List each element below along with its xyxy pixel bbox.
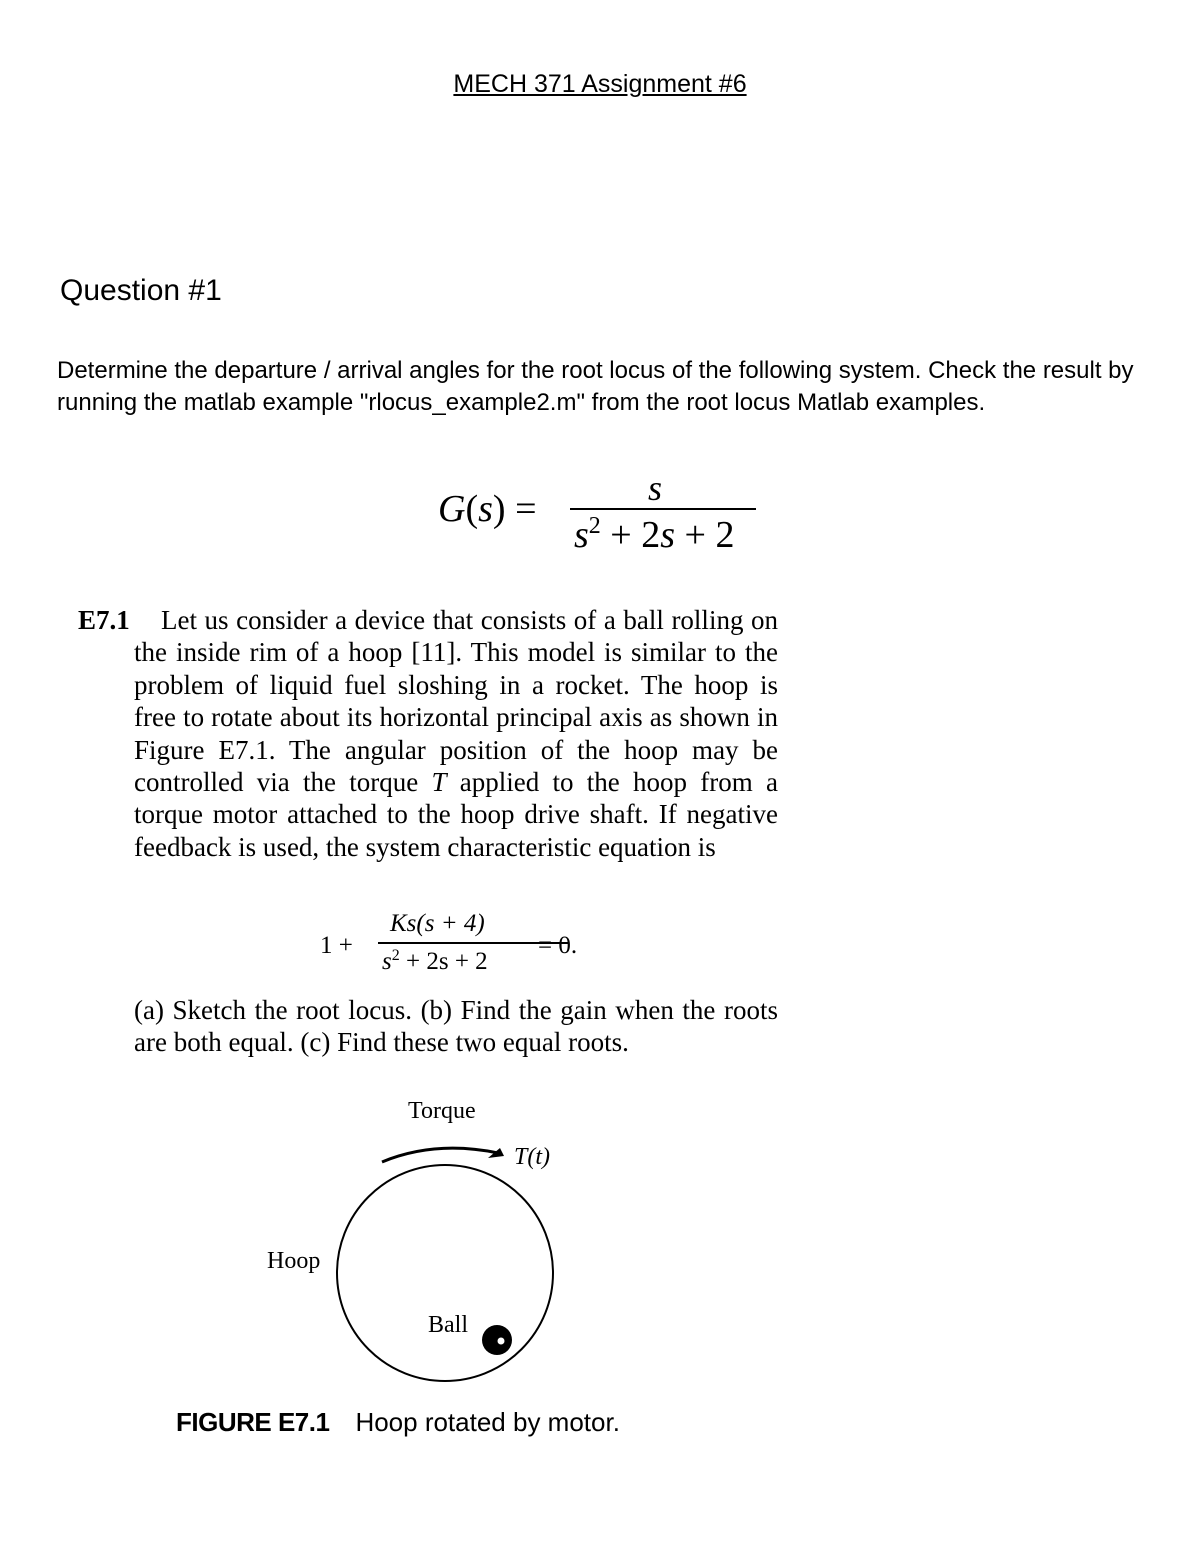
torque-symbol: T: [431, 767, 447, 798]
exercise-parts: (a) Sketch the root locus. (b) Find the gain when the roots are both equal. (c) Find these two equal roots.: [134, 995, 778, 1058]
hoop-circle: [337, 1165, 553, 1381]
hoop-figure: [250, 1090, 590, 1390]
equals-sign: =: [515, 488, 537, 530]
den-term: + 2: [610, 514, 661, 556]
den-variable-2: s: [660, 514, 676, 556]
char-num-text: Ks(s + 4): [390, 910, 485, 937]
equation-denominator: [574, 513, 734, 557]
ball-highlight: [498, 1338, 505, 1345]
hoop-label: Hoop: [267, 1248, 321, 1274]
exercise-text-2: applied to the hoop from a torque motor attached to the hoop drive shaft. If negative feedback is used, the system characteristic equation is: [134, 767, 778, 862]
exercise-body: [134, 604, 778, 863]
torque-arrow-arc: [382, 1148, 498, 1162]
exercise-label: E7.1: [78, 605, 130, 635]
lhs-function: G: [438, 488, 466, 530]
assignment-title: MECH 371 Assignment #6: [453, 70, 747, 98]
figure-caption: [176, 1407, 620, 1438]
hoop-diagram: [250, 1090, 590, 1390]
question-heading: Question #1: [60, 274, 222, 307]
ball-label: Ball: [428, 1312, 468, 1338]
char-eq-denominator: [382, 948, 488, 976]
char-den-base: s: [382, 948, 392, 975]
caption-text: Hoop rotated by motor.: [355, 1407, 620, 1437]
one-plus: 1 +: [320, 932, 353, 959]
question-text: Determine the departure / arrival angles for the root locus of the following system. Check the result by running the matlab example "rlocus_example2.m" from the root locus Matlab examples.: [57, 357, 1134, 416]
den-variable: s: [574, 514, 589, 556]
ball-circle: [482, 1325, 512, 1355]
fraction-bar: [570, 508, 756, 510]
torque-label: Torque: [408, 1098, 476, 1124]
torque-symbol-label: T(t): [514, 1144, 550, 1170]
lhs-variable: s: [478, 488, 493, 530]
char-den-rest: + 2s + 2: [399, 948, 488, 975]
characteristic-equation: [320, 910, 620, 990]
den-exponent: 2: [588, 513, 601, 539]
exercise-text-1: Let us consider a device that consists of a ball rolling on the inside rim of a hoop [11]. This model is similar to the problem of liquid fuel sloshing in a rocket. The hoop is free to rotate about its horizontal principal axis as shown in Figure E7.1. The angular position of the hoop may be controlled via the torque: [134, 605, 778, 798]
equation-lhs: G(s) =: [438, 488, 537, 530]
caption-label: FIGURE E7.1: [176, 1407, 330, 1437]
char-eq-rhs: = 0.: [538, 932, 578, 959]
den-constant: + 2: [684, 514, 735, 556]
char-eq-numerator: [390, 910, 485, 938]
equation-numerator: s: [648, 468, 663, 508]
char-den-exponent: 2: [391, 947, 400, 964]
